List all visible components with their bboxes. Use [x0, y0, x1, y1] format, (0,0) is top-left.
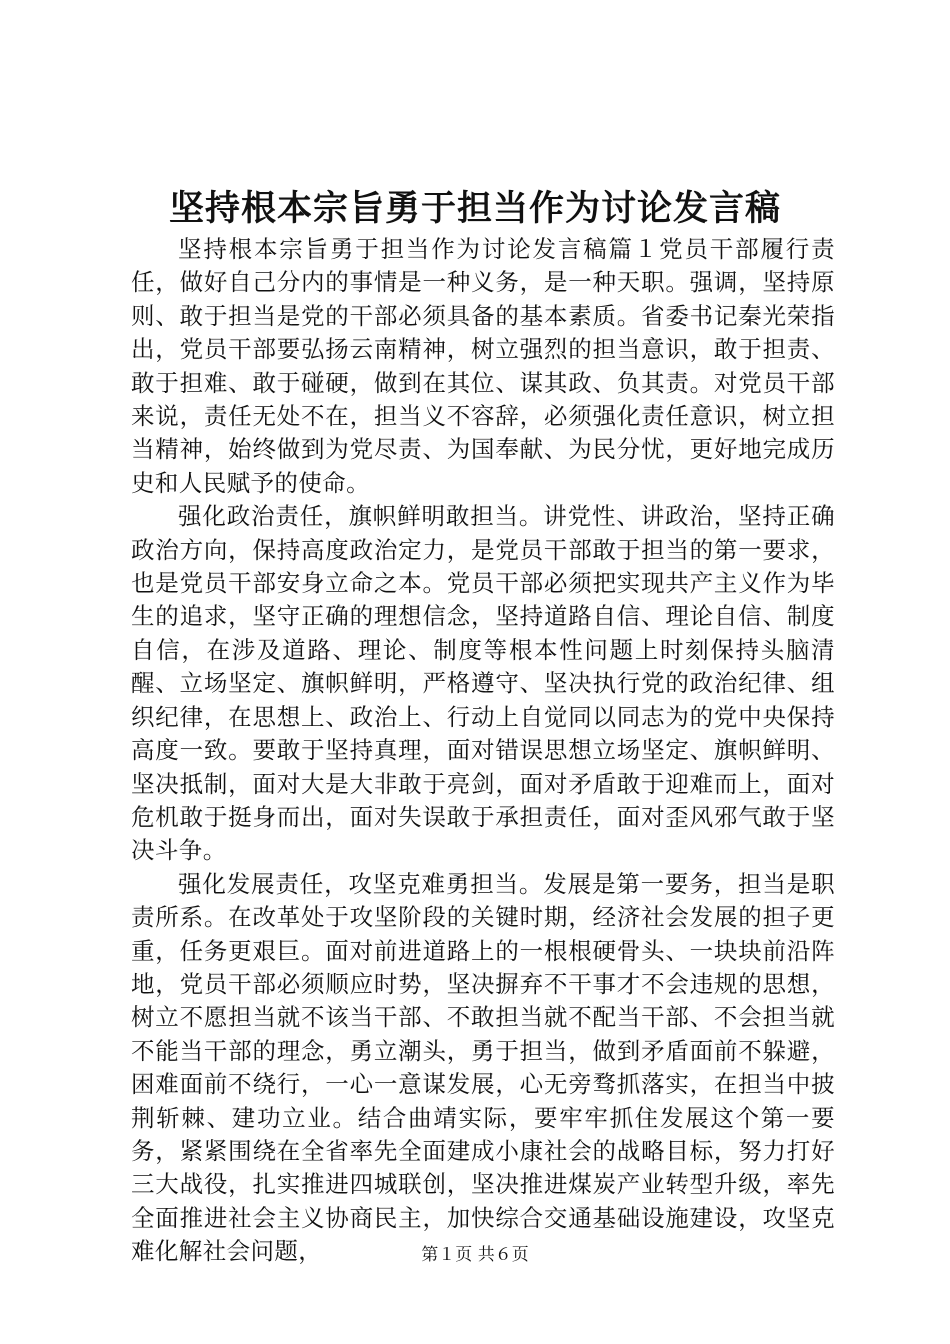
- page-number-footer: 第１页 共６页: [421, 1245, 529, 1265]
- paragraph-3: 强化发展责任，攻坚克难勇担当。发展是第一要务，担当是职责所系。在改革处于攻坚阶段的关键时期，经济社会发展的担子更重，任务更艰巨。面对前进道路上的一根根硬骨头、一块块前沿阵地，党员干部必须顺应时势，坚决摒弃不干事才不会违规的思想，树立不愿担当就不该当干部、不敢担当就不配当干部、不会担当就不能当干部的理念，勇立潮头，勇于担当，做到矛盾面前不躲避，困难面前不绕行，一心一意谋发展，心无旁骛抓落实，在担当中披荆斩棘、建功立业。结合曲靖实际，要牢牢抓住发展这个第一要务，紧紧围绕在全省率先全面建成小康社会的战略目标，努力打好三大战役，扎实推进四城联创，坚决推进煤炭产业转型升级，率先全面推进社会主义协商民主，加快综合交通基础设施建设，攻坚克难化解社会问题，: [131, 869, 835, 1266]
- document-body: [131, 233, 835, 1269]
- paragraph-1: 坚持根本宗旨勇于担当作为讨论发言稿篇１党员干部履行责任，做好自己分内的事情是一种义务，是一种天职。强调，坚持原则、敢于担当是党的干部必须具备的基本素质。省委书记秦光荣指出，党员干部要弘扬云南精神，树立强烈的担当意识，敢于担责、敢于担难、敢于碰硬，做到在其位、谋其政、负其责。对党员干部来说，责任无处不在，担当义不容辞，必须强化责任意识，树立担当精神，始终做到为党尽责、为国奉献、为民分忧，更好地完成历史和人民赋予的使命。: [131, 235, 835, 497]
- document-title: 坚持根本宗旨勇于担当作为讨论发言稿: [168, 188, 781, 229]
- paragraph-2: 强化政治责任，旗帜鲜明敢担当。讲党性、讲政治，坚持正确政治方向，保持高度政治定力，是党员干部敢于担当的第一要求，也是党员干部安身立命之本。党员干部必须把实现共产主义作为毕生的追求，坚守正确的理想信念，坚持道路自信、理论自信、制度自信，在涉及道路、理论、制度等根本性问题上时刻保持头脑清醒、立场坚定、旗帜鲜明，严格遵守、坚决执行党的政治纪律、组织纪律，在思想上、政治上、行动上自觉同以同志为的党中央保持高度一致。要敢于坚持真理，面对错误思想立场坚定、旗帜鲜明、坚决抵制，面对大是大非敢于亮剑，面对矛盾敢于迎难而上，面对危机敢于挺身而出，面对失误敢于承担责任，面对歪风邪气敢于坚决斗争。: [131, 502, 835, 865]
